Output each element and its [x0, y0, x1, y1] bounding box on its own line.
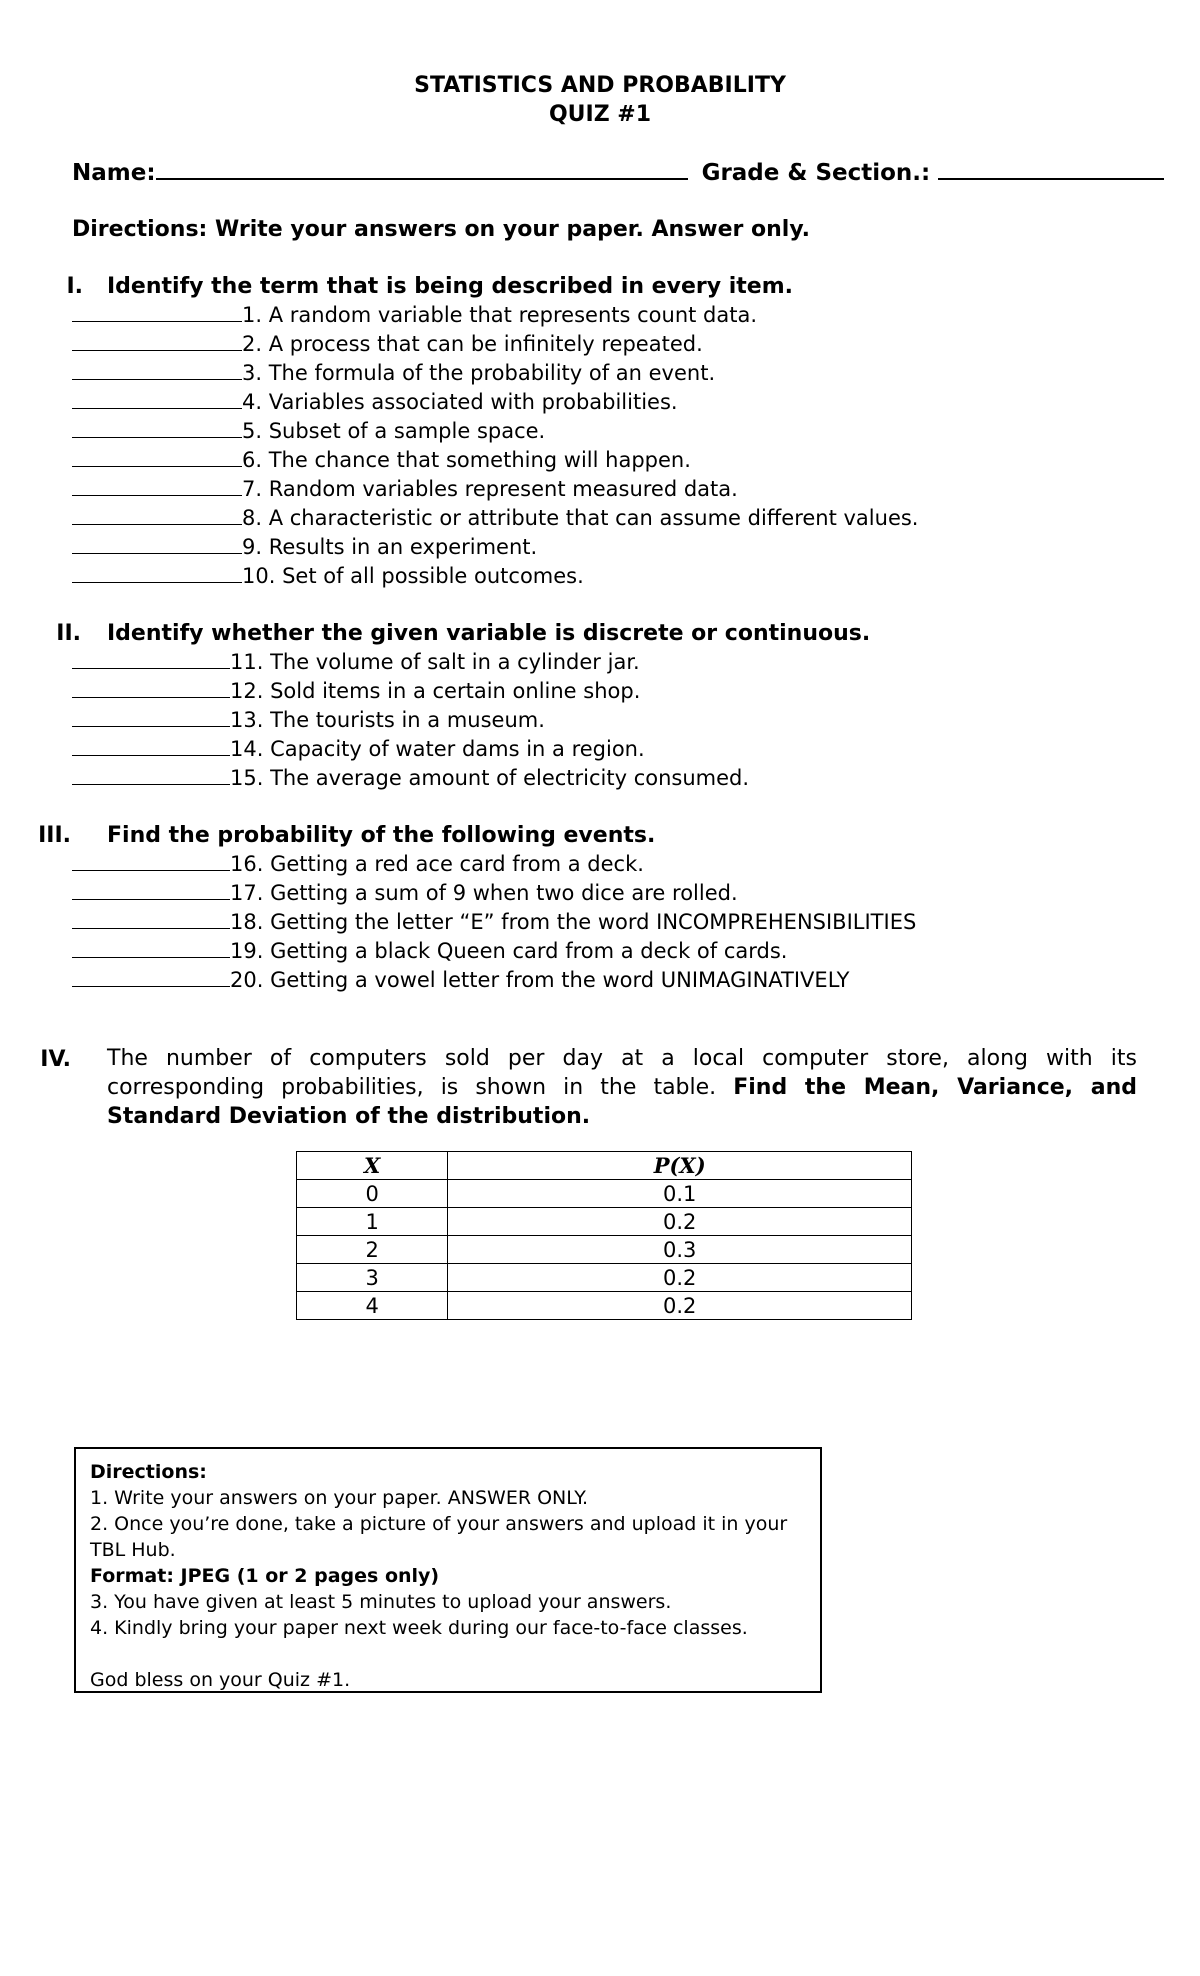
- name-grade-line: [72, 158, 1164, 186]
- cell-x: 1: [297, 1208, 448, 1236]
- cell-px: 0.2: [448, 1208, 912, 1236]
- section-4-numeral: IV.: [40, 1047, 71, 1072]
- list-item: 20. Getting a vowel letter from the word UNIMAGINATIVELY: [72, 968, 849, 992]
- section-4-description: The number of computers sold per day at a local computer store, along with its corresponding probabilities, is shown in the table.: [107, 1046, 1137, 1100]
- list-item: 12. Sold items in a certain online shop.: [72, 679, 640, 703]
- box-line-2b: TBL Hub.: [90, 1539, 176, 1561]
- section-2-heading: [56, 621, 871, 646]
- page-title: STATISTICS AND PROBABILITY: [414, 73, 786, 98]
- cell-px: 0.2: [448, 1292, 912, 1320]
- list-item: 10. Set of all possible outcomes.: [72, 564, 584, 588]
- table-row: [297, 1236, 912, 1264]
- box-closing: God bless on your Quiz #1.: [90, 1669, 351, 1691]
- box-line-2a: 2. Once you’re done, take a picture of your answers and upload it in your: [90, 1513, 788, 1535]
- section-3-title: Find the probability of the following events.: [107, 823, 656, 848]
- list-item: 1. A random variable that represents count data.: [72, 303, 757, 327]
- section-1-title: Identify the term that is being described in every item.: [107, 274, 793, 299]
- list-item: 2. A process that can be infinitely repeated.: [72, 332, 703, 356]
- section-1-heading: [66, 274, 793, 299]
- name-label: Name:: [72, 160, 156, 186]
- cell-px: 0.2: [448, 1264, 912, 1292]
- box-title: Directions:: [90, 1461, 207, 1483]
- name-blank: [156, 158, 688, 180]
- table-row: [297, 1180, 912, 1208]
- column-header-px: P(X): [448, 1152, 912, 1180]
- section-3-numeral: III.: [38, 823, 71, 848]
- directions-box: [74, 1447, 822, 1693]
- cell-x: 3: [297, 1264, 448, 1292]
- cell-x: 0: [297, 1180, 448, 1208]
- column-header-x: X: [297, 1152, 448, 1180]
- list-item: 9. Results in an experiment.: [72, 535, 537, 559]
- directions: Directions: Write your answers on your paper. Answer only.: [72, 217, 811, 242]
- section-4-instruction: Find the Mean, Variance, and Standard Deviation of the distribution.: [107, 1075, 1137, 1129]
- cell-px: 0.1: [448, 1180, 912, 1208]
- list-item: 7. Random variables represent measured data.: [72, 477, 738, 501]
- box-line-3: 3. You have given at least 5 minutes to upload your answers.: [90, 1591, 672, 1613]
- box-line-1: 1. Write your answers on your paper. ANSWER ONLY.: [90, 1487, 589, 1509]
- box-format: Format: JPEG (1 or 2 pages only): [90, 1565, 440, 1587]
- section-3-heading: [38, 823, 656, 848]
- list-item: 6. The chance that something will happen.: [72, 448, 691, 472]
- grade-blank: [938, 158, 1164, 180]
- list-item: 19. Getting a black Queen card from a deck of cards.: [72, 939, 787, 963]
- list-item: 4. Variables associated with probabilities.: [72, 390, 678, 414]
- table-row: [297, 1264, 912, 1292]
- list-item: 14. Capacity of water dams in a region.: [72, 737, 645, 761]
- section-4-text: [107, 1044, 1137, 1131]
- section-1-numeral: I.: [66, 274, 83, 299]
- list-item: 16. Getting a red ace card from a deck.: [72, 852, 644, 876]
- table-row: [297, 1292, 912, 1320]
- list-item: 17. Getting a sum of 9 when two dice are rolled.: [72, 881, 738, 905]
- cell-x: 2: [297, 1236, 448, 1264]
- cell-px: 0.3: [448, 1236, 912, 1264]
- section-2-numeral: II.: [56, 621, 81, 646]
- box-line-4: 4. Kindly bring your paper next week during our face-to-face classes.: [90, 1617, 748, 1639]
- list-item: 15. The average amount of electricity consumed.: [72, 766, 749, 790]
- quiz-number: QUIZ #1: [548, 102, 652, 127]
- list-item: 18. Getting the letter “E” from the word INCOMPREHENSIBILITIES: [72, 910, 916, 934]
- list-item: 8. A characteristic or attribute that can assume different values.: [72, 506, 918, 530]
- cell-x: 4: [297, 1292, 448, 1320]
- list-item: 13. The tourists in a museum.: [72, 708, 545, 732]
- table-row: [297, 1208, 912, 1236]
- box-spacer: [90, 1641, 806, 1667]
- list-item: 11. The volume of salt in a cylinder jar.: [72, 650, 640, 674]
- section-2-title: Identify whether the given variable is discrete or continuous.: [107, 621, 871, 646]
- table-header-row: [297, 1152, 912, 1180]
- list-item: 5. Subset of a sample space.: [72, 419, 545, 443]
- probability-distribution-table: [296, 1151, 912, 1320]
- grade-label: Grade & Section.:: [701, 160, 931, 186]
- list-item: 3. The formula of the probability of an event.: [72, 361, 715, 385]
